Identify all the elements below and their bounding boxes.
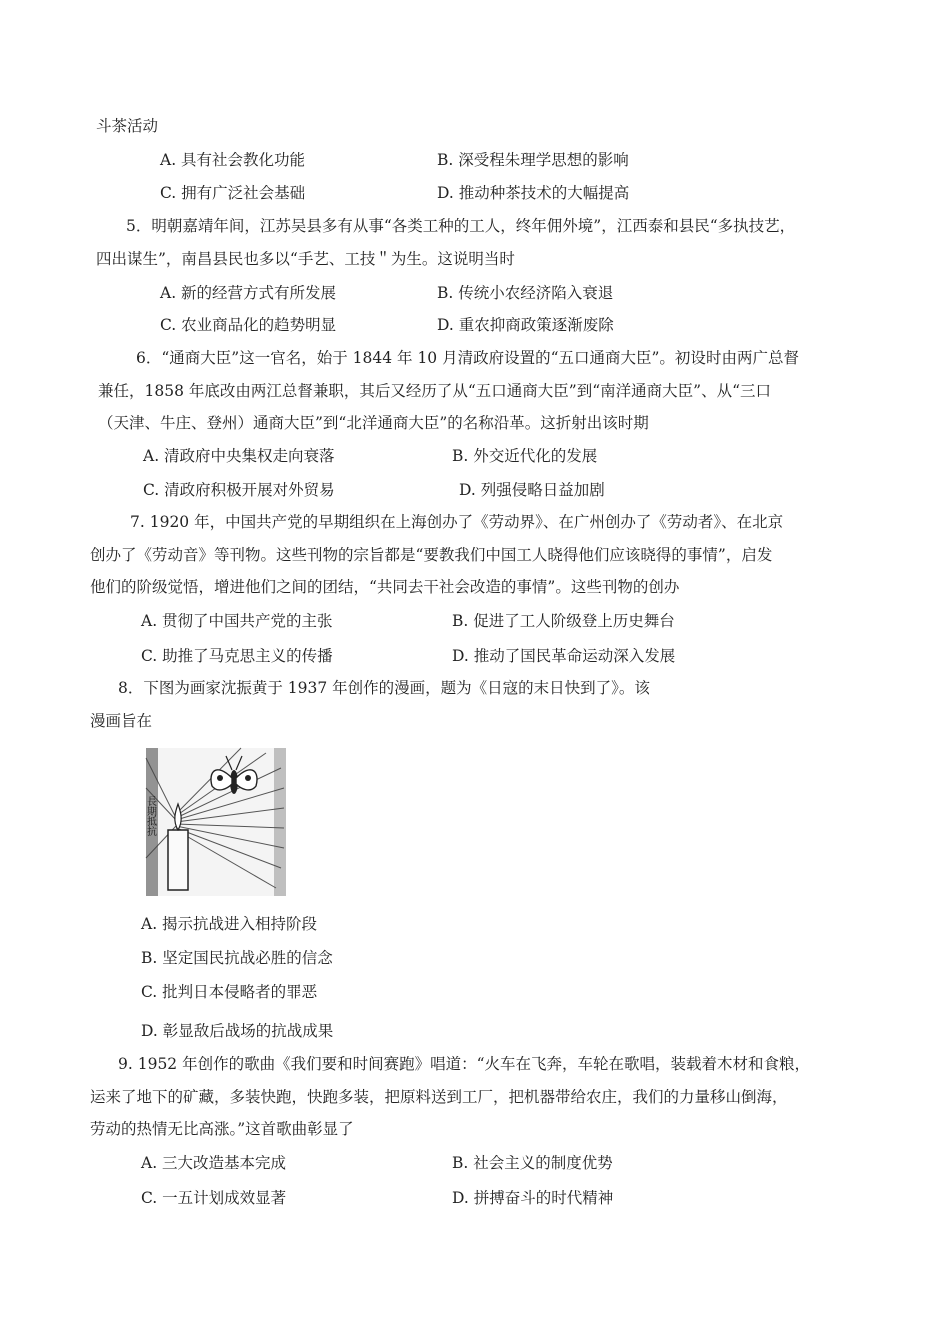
q7-stem-line-2: 创办了《劳动音》等刊物。这些刊物的宗旨都是“要教我们中国工人晓得他们应该晓得的事情”，启发: [90, 546, 773, 564]
q5-stem-line-2: 四出谋生”，南昌县民也多以“手艺、工技＂为生。这说明当时: [96, 250, 515, 268]
q9-stem-line-1: 9. 1952 年创作的歌曲《我们要和时间赛跑》唱道：“火车在飞奔，车轮在歌唱，装载着木材和食粮，: [118, 1055, 811, 1073]
q8-stem-line-1: 8．下图为画家沈振黄于 1937 年创作的漫画，题为《日寇的末日快到了》。该: [118, 679, 650, 697]
comic-caption: 長期抵抗: [144, 796, 156, 836]
q8-stem-line-2: 漫画旨在: [90, 712, 153, 730]
comic-illustration: [146, 748, 286, 896]
q8-option-b: B. 坚定国民抗战必胜的信念: [141, 949, 333, 967]
comic-light-rays: [146, 748, 284, 888]
q7-stem-line-1: 7. 1920 年，中国共产党的早期组织在上海创办了《劳动界》、在广州创办了《劳动者》、在北京: [130, 513, 784, 531]
q9-option-d: D. 拼搏奋斗的时代精神: [452, 1189, 614, 1207]
q8-option-c: C. 批判日本侵略者的罪恶: [141, 983, 318, 1001]
q7-option-b: B. 促进了工人阶级登上历史舞台: [452, 612, 675, 630]
q5-option-d: D. 重农抑商政策逐渐废除: [437, 316, 614, 334]
q5-option-b: B. 传统小农经济陷入衰退: [437, 284, 614, 302]
q4-option-d: D. 推动种茶技术的大幅提高: [437, 184, 630, 202]
candle-shape: [168, 830, 188, 890]
q5-stem-line-1: 5．明朝嘉靖年间，江苏吴县多有从事“各类工种的工人，终年佣外境”，江西泰和县民“多执技艺，: [126, 217, 796, 235]
q4-option-a: A. 具有社会教化功能: [160, 151, 306, 169]
q6-stem-line-3: （天津、牛庄、登州）通商大臣”到“北洋通商大臣”的名称沿革。这折射出该时期: [98, 414, 649, 432]
q9-stem-line-3: 劳动的热情无比高涨。”这首歌曲彰显了: [90, 1120, 354, 1138]
q8-option-d: D. 彰显敌后战场的抗战成果: [141, 1022, 334, 1040]
comic-drawing: [146, 748, 286, 896]
q4-option-c: C. 拥有广泛社会基础: [160, 184, 306, 202]
q6-option-d: D. 列强侵略日益加剧: [459, 481, 605, 499]
q6-option-c: C. 清政府积极开展对外贸易: [143, 481, 335, 499]
q9-option-a: A. 三大改造基本完成: [141, 1154, 287, 1172]
q6-stem-line-1: 6．“通商大臣”这一官名，始于 1844 年 10 月清政府设置的“五口通商大臣”。初设时由两广总督: [136, 349, 799, 367]
q9-stem-line-2: 运来了地下的矿藏，多装快跑，快跑多装，把原料送到工厂，把机器带给农庄，我们的力量移山倒海，: [90, 1088, 788, 1106]
q7-option-d: D. 推动了国民革命运动深入发展: [452, 647, 676, 665]
q6-option-a: A. 清政府中央集权走向衰落: [143, 447, 335, 465]
q8-option-a: A. 揭示抗战进入相持阶段: [141, 915, 318, 933]
intro-line: 斗茶活动: [96, 117, 159, 135]
q4-option-b: B. 深受程朱理学思想的影响: [437, 151, 629, 169]
q7-option-a: A. 贯彻了中国共产党的主张: [141, 612, 333, 630]
moth-shape: [211, 756, 257, 794]
flame-shape: [175, 804, 181, 830]
q9-option-c: C. 一五计划成效显著: [141, 1189, 287, 1207]
q7-stem-line-3: 他们的阶级觉悟，增进他们之间的团结，“共同去干社会改造的事情”。这些刊物的创办: [90, 578, 680, 596]
q6-stem-line-2: 兼任，1858 年底改由两江总督兼职，其后又经历了从“五口通商大臣”到“南洋通商大臣”、从“三口: [98, 382, 771, 400]
q6-option-b: B. 外交近代化的发展: [452, 447, 598, 465]
q5-option-c: C. 农业商品化的趋势明显: [160, 316, 337, 334]
q9-option-b: B. 社会主义的制度优势: [452, 1154, 613, 1172]
q7-option-c: C. 助推了马克思主义的传播: [141, 647, 333, 665]
q5-option-a: A. 新的经营方式有所发展: [160, 284, 337, 302]
